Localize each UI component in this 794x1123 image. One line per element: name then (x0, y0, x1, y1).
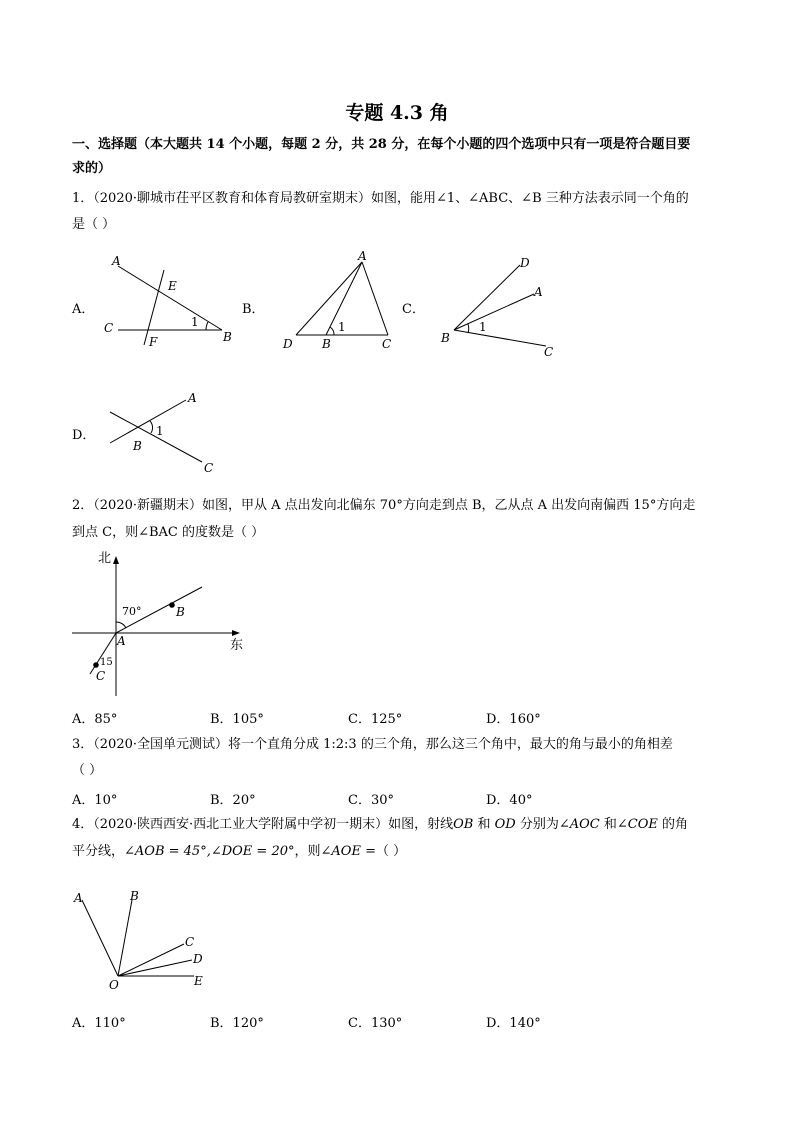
q3-option-d[interactable]: D．40° (486, 793, 533, 808)
label-b: B (223, 330, 232, 344)
q4-text-part: 的角 (657, 817, 689, 832)
angle-70-label: 70° (122, 605, 142, 618)
q1-figure-c (438, 252, 568, 362)
label-c: C (382, 337, 392, 351)
q4-text-part: （ ） (375, 844, 407, 859)
q3-text-line2: （ ） (72, 763, 103, 778)
q4-text-part: ，则 (294, 844, 321, 859)
label-b: B (322, 337, 331, 351)
q4-condition: ∠AOB = 45°,∠DOE = 20° (124, 844, 295, 859)
label-o: O (109, 978, 119, 992)
q1-figure-a (96, 250, 246, 350)
q4-figure (70, 888, 220, 998)
q3-option-b[interactable]: B．20° (210, 793, 256, 808)
angle-aoe: ∠AOE = (320, 844, 376, 859)
q3-text-line1: 3．（2020·全国单元测试）将一个直角分成 1:2:3 的三个角，那么这三个角中，最大的角与最小的角相差 (72, 737, 673, 752)
ray-od: OD (494, 817, 516, 832)
q4-text-line2 (72, 843, 732, 861)
label-c: C (544, 345, 554, 359)
label-c: C (204, 461, 214, 475)
q4-text-line1 (72, 816, 732, 834)
angle-coe: ∠COE (616, 817, 658, 832)
label-a: A (74, 891, 83, 905)
q1-option-d-label: D． (72, 428, 96, 443)
label-f: F (149, 335, 158, 349)
q4-option-d[interactable]: D．140° (486, 1016, 541, 1031)
point-b-label: B (176, 605, 185, 619)
label-e: E (168, 279, 177, 293)
q4-text-part: 和 (599, 817, 617, 832)
angle-1-label: 1 (338, 320, 346, 334)
section-heading-line1: 一、选择题（本大题共 14 个小题，每题 2 分，共 28 分，在每个小题的四个选项中只有一项是符合题目要 (72, 137, 691, 152)
q4-option-c[interactable]: C．130° (348, 1016, 403, 1031)
label-a: A (358, 249, 367, 263)
q1-text-line1: 1．（2020·聊城市茌平区教育和体育局教研室期末）如图，能用∠1、∠ABC、∠B 三种方法表示同一个角的 (72, 191, 689, 206)
q4-option-a[interactable]: A．110° (72, 1016, 126, 1031)
label-d: D (193, 952, 203, 966)
q2-option-b[interactable]: B．105° (210, 712, 264, 727)
label-b: B (133, 439, 142, 453)
label-b: B (130, 889, 139, 903)
q2-option-c[interactable]: C．125° (348, 712, 403, 727)
section-heading-line2: 求的） (72, 161, 112, 176)
angle-1-label: 1 (191, 315, 199, 329)
q1-option-c-label: C． (402, 302, 425, 317)
label-c: C (104, 321, 114, 335)
q2-text-line1: 2．（2020·新疆期末）如图，甲从 A 点出发向北偏东 70°方向走到点 B，乙从点 A 出发向南偏西 15°方向走 (72, 498, 696, 513)
label-a: A (112, 254, 121, 268)
point-c-label: C (96, 669, 106, 683)
angle-1-label: 1 (156, 424, 164, 438)
q3-option-c[interactable]: C．30° (348, 793, 394, 808)
angle-15-label: 15 (100, 657, 113, 668)
q1-text-line2: 是（ ） (72, 217, 116, 232)
q1-option-b-label: B． (242, 302, 265, 317)
q1-figure-b (278, 248, 408, 353)
east-label: 东 (230, 638, 244, 653)
label-a: A (188, 391, 197, 405)
q2-option-d[interactable]: D．160° (486, 712, 541, 727)
label-b: B (441, 331, 450, 345)
q2-figure (70, 548, 260, 703)
label-c: C (185, 935, 195, 949)
q4-text-part: 和 (473, 817, 495, 832)
q4-text-part: 分别为 (515, 817, 559, 832)
q4-text-part: 平分线， (72, 844, 125, 859)
q1-figure-d (102, 390, 232, 480)
angle-aoc: ∠AOC (558, 817, 600, 832)
north-label: 北 (98, 551, 112, 566)
ray-ob: OB (453, 817, 474, 832)
label-d: D (520, 256, 530, 270)
angle-1-label: 1 (479, 320, 487, 334)
label-a: A (534, 285, 543, 299)
q2-text-line2: 到点 C，则∠BAC 的度数是（ ） (72, 525, 265, 540)
page-title: 专题 4.3 角 (345, 102, 449, 124)
label-d: D (283, 337, 293, 351)
q1-option-a-label: A． (72, 302, 95, 317)
q4-option-b[interactable]: B．120° (210, 1016, 264, 1031)
label-e: E (194, 974, 203, 988)
q4-text-part: 4．（2020·陕西西安·西北工业大学附属中学初一期末）如图，射线 (72, 817, 454, 832)
point-a-label: A (117, 634, 126, 648)
q2-option-a[interactable]: A．85° (72, 712, 118, 727)
q3-option-a[interactable]: A．10° (72, 793, 118, 808)
